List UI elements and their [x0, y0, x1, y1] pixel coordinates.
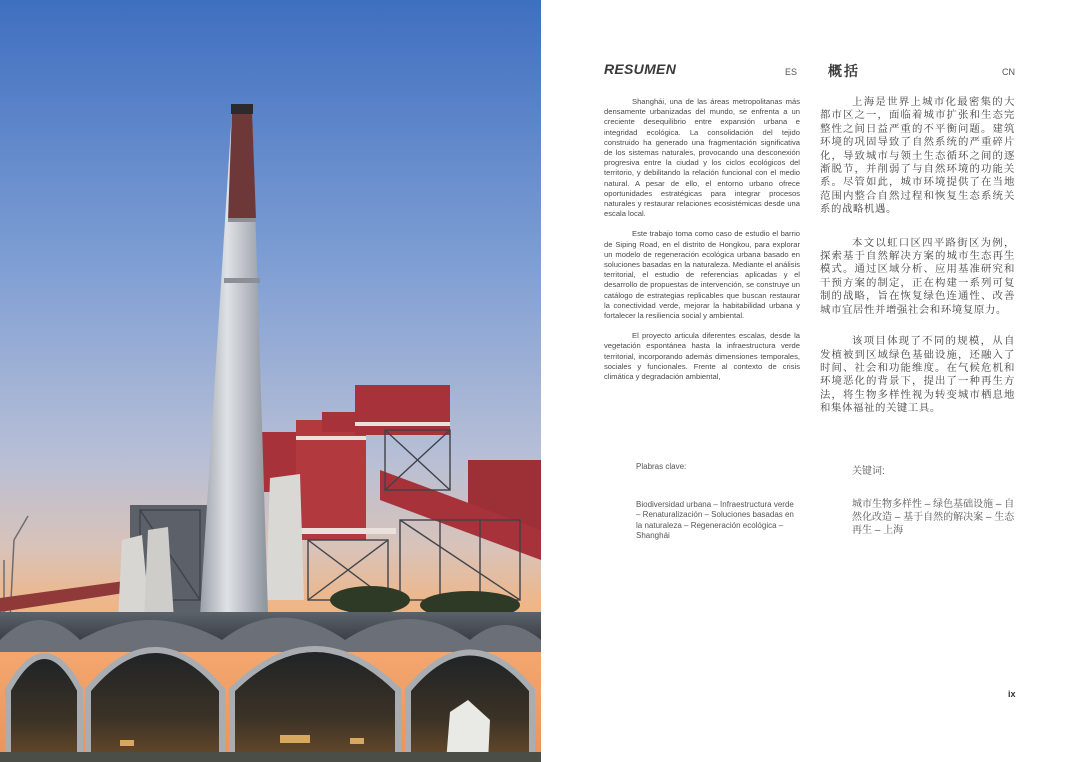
- resumen-paragraph-3: El proyecto articula diferentes escalas, desde la vegetación espontánea hasta la infraestructura verde territorial, incorporando además dimensiones temporales, sociales y funcionales. Frente al contexto de crisis climática y degradación ambiental,: [604, 331, 800, 382]
- gaikuo-paragraph-2: 本文以虹口区四平路街区为例，探索基于自然解决方案的城市生态再生模式。通过区域分析、应用基准研究和干预方案的制定，正在构建一系列可复制的战略，旨在恢复绿色连通性、改善城市宜居性并增强社会和环境复原力。: [820, 237, 1015, 316]
- gaikuo-paragraph-1: 上海是世界上城市化最密集的大都市区之一，面临着城市扩张和生态完整性之间日益严重的不平衡问题。建筑环境的巩固导致了自然系统的严重碎片化，导致城市与领土生态循环之间的逐渐脱节，并削弱了与自然环境的功能关系。尽管如此，城市环境提供了在当地范围内整合自然过程和恢复生态系统关系的战略机遇。: [820, 97, 1015, 216]
- gaikuo-keywords: 城市生物多样性 – 绿色基础设施 – 自然化改造 – 基于自然的解决案 – 生态再生 – 上海: [852, 499, 1015, 536]
- abstract-page: [541, 0, 1080, 762]
- resumen-keywords: Biodiversidad urbana – Infraestructura verde – Renaturalización – Soluciones basadas en la naturaleza – Regeneración ecológica – Shanghái: [636, 500, 794, 541]
- resumen-heading: RESUMEN: [604, 61, 677, 77]
- gaikuo-paragraph-3: 该项目体现了不同的规模，从自发植被到区域绿色基础设施，还融入了时间、社会和功能维度。在气候危机和环境恶化的背景下，提出了一种再生方法，将生物多样性视为转变城市栖息地和集体福祉的关键工具。: [820, 336, 1015, 415]
- resumen-paragraph-1: Shanghái, una de las áreas metropolitanas más densamente urbanizadas del mundo, se enfrenta a un creciente desequilibrio entre expansión urbana e integridad ecológica. La consolidación del tejido construido ha generado una fragmentación significativa de los sistemas naturales, provocando una desconexión progresiva entre la ciudad y los ciclos ecológicos del territorio, y debilitando la relación funcional con el medio natural. A pesar de ello, el entorno urbano ofrece oportunidades estratégicas para integrar procesos naturales y restaurar relaciones ecosistémicas desde una escala local.: [604, 97, 800, 219]
- language-tag-es: ES: [785, 67, 798, 77]
- gaikuo-heading: 概括: [828, 63, 860, 79]
- gaikuo-body: [820, 96, 1015, 416]
- gaikuo-keywords-label: 关键词:: [852, 466, 885, 477]
- page-number: ix: [1008, 689, 1016, 699]
- resumen-keywords-label: Plabras clave:: [636, 462, 687, 471]
- language-tag-cn: CN: [1002, 67, 1015, 77]
- vaulted-pavilion: [0, 612, 541, 762]
- resumen-body: [604, 97, 800, 382]
- resumen-paragraph-2: Este trabajo toma como caso de estudio el barrio de Siping Road, en el distrito de Hongkou, para explorar un modelo de regeneración ecológica urbana basado en soluciones basadas en la naturaleza. Mediante el análisis territorial, el estudio de referencias aplicadas y el desarrollo de propuestas de intervención, se construye un catálogo de estrategias replicables que buscan restaurar la conectividad verde, mejorar la habitabilidad urbana y fortalecer la resiliencia social y ambiental.: [604, 229, 800, 321]
